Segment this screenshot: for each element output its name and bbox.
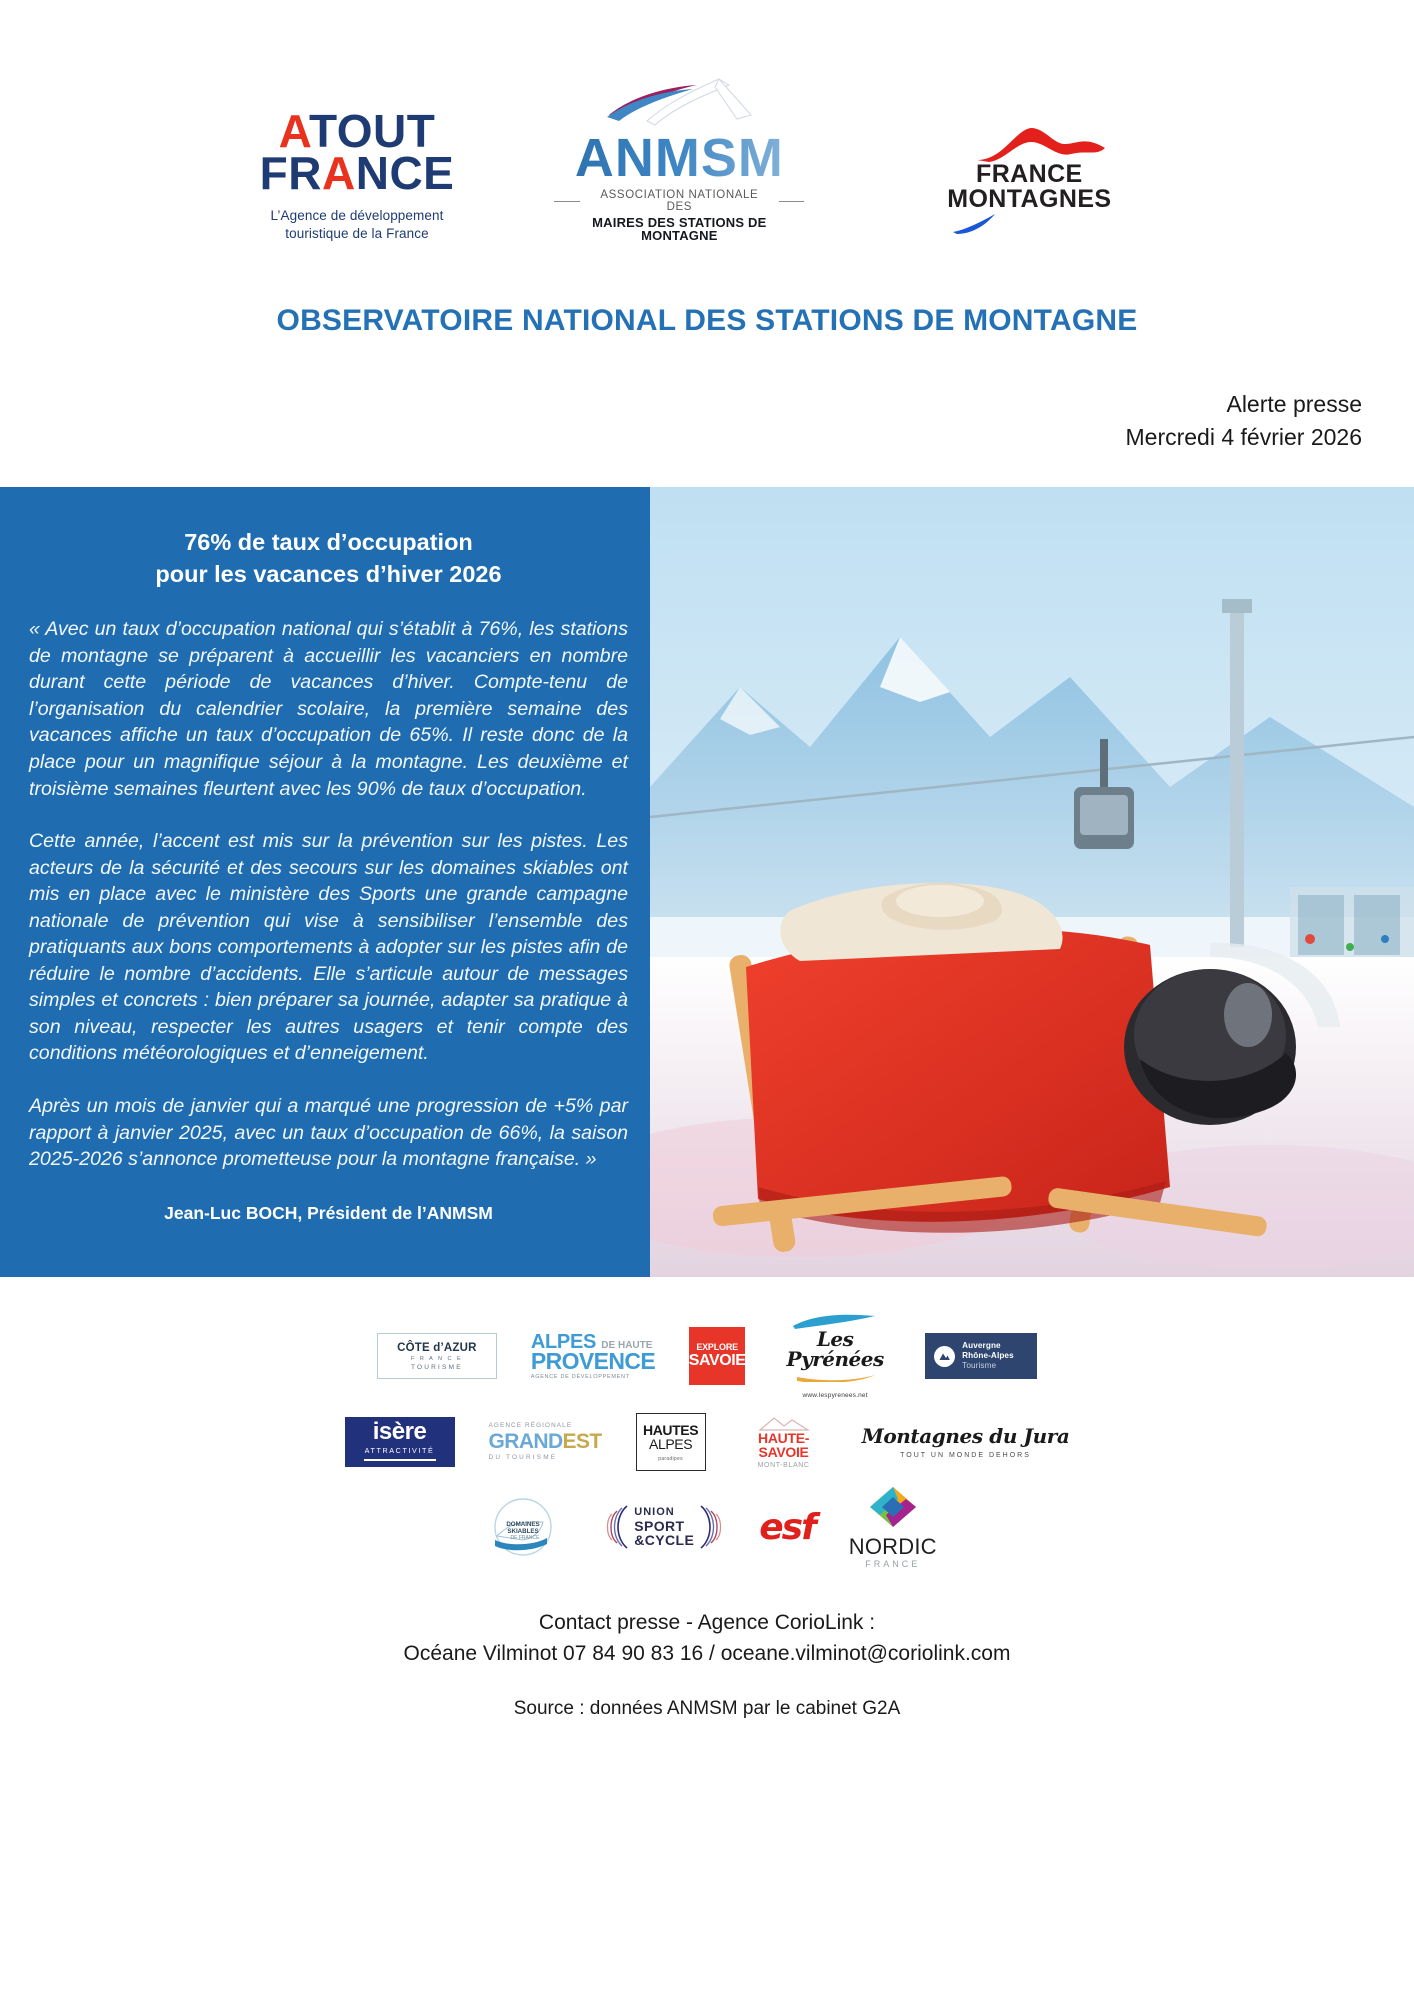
- ara-line2: Rhône-Alpes: [962, 1351, 1014, 1361]
- ara-text: [962, 1341, 1014, 1371]
- grand-est-est: EST: [562, 1430, 602, 1454]
- isere-line1: isère: [372, 1417, 427, 1445]
- partner-logo-grid: [0, 1277, 1414, 1569]
- haute-savoie-line2: SAVOIE: [758, 1444, 809, 1461]
- anmsm-rule-left: [554, 201, 580, 202]
- usc-line1: UNION: [634, 1506, 675, 1519]
- logo-anmsm: [554, 75, 804, 242]
- atout-france-tout: TOUT: [308, 105, 436, 158]
- nordic-line1: NORDIC: [848, 1534, 937, 1560]
- hautes-alpes-line3: paradipes: [658, 1456, 683, 1463]
- quote-band: [0, 487, 1414, 1277]
- cote-azur-line2: F R A N C E: [411, 1355, 463, 1362]
- ara-line1: Auvergne: [962, 1341, 1001, 1351]
- pyrenees-wordmark: Les Pyrénées: [786, 1327, 884, 1372]
- pyrenees-brush-icon: [779, 1313, 891, 1329]
- anmsm-wordmark: ANMSM: [554, 131, 804, 185]
- ahp-line3: AGENCE DE DÉVELOPPEMENT: [530, 1374, 630, 1381]
- quote-headline: [29, 527, 628, 590]
- usc-arcs-left-icon: [603, 1504, 629, 1550]
- france-montagnes-peaks-icon: [904, 122, 1154, 162]
- alert-date: Mercredi 4 février 2026: [1125, 423, 1362, 450]
- jura-line1: Montagnes du Jura: [861, 1423, 1070, 1448]
- logo-montagnes-du-jura: [861, 1423, 1070, 1459]
- atout-france-tagline: [260, 207, 455, 242]
- cote-azur-line1: CÔTE d’AZUR: [397, 1341, 477, 1354]
- usc-line3: &CYCLE: [634, 1531, 695, 1548]
- grand-est-line0: AGENCE RÉGIONALE: [488, 1421, 573, 1429]
- france-montagnes-wordmark: FRANCE MONTAGNES: [947, 160, 1112, 213]
- press-alert-block: [0, 338, 1414, 453]
- ahp-line2: PROVENCE: [530, 1348, 656, 1375]
- logo-les-pyrenees: [779, 1313, 891, 1399]
- quote-headline-line2: pour les vacances d’hiver 2026: [155, 560, 502, 587]
- dsf-line2: SKIABLES: [507, 1528, 539, 1536]
- partner-logo-bar-top: [0, 0, 1414, 242]
- savoie-line2: SAVOIE: [688, 1351, 746, 1369]
- logo-isere: [345, 1417, 455, 1467]
- usc-arcs-right-icon: [699, 1504, 725, 1550]
- logo-esf: [759, 1507, 815, 1548]
- logo-haute-savoie-mont-blanc: [740, 1416, 828, 1469]
- partner-row-3: [0, 1485, 1414, 1569]
- haute-savoie-line3: MONT-BLANC: [757, 1461, 810, 1469]
- pyrenees-url: www.lespyrenees.net: [802, 1392, 868, 1400]
- logo-hautes-alpes: [636, 1413, 706, 1471]
- isere-underline: [364, 1459, 436, 1461]
- quote-panel: [0, 487, 650, 1277]
- logo-nordic-france: [849, 1485, 937, 1569]
- anmsm-rule-right: [779, 201, 805, 202]
- quote-paragraph-3: Après un mois de janvier qui a marqué une progression de +5% par rapport à janvier 2025, avec un taux d’occupation de 66%, la saison 2025-2026 s’annonce prometteuse pour la montagne française. »: [29, 1095, 628, 1171]
- partner-row-1: [0, 1313, 1414, 1399]
- jura-line2: TOUT UN MONDE DEHORS: [900, 1451, 1031, 1459]
- esf-wordmark: esf: [759, 1506, 815, 1548]
- logo-grand-est: [489, 1423, 602, 1462]
- isere-line2: ATTRACTIVITÉ: [364, 1445, 435, 1455]
- quote-signature: Jean-Luc BOCH, Président de l’ANMSM: [164, 1202, 493, 1223]
- usc-text: [634, 1507, 694, 1547]
- france-montagnes-wave-icon: [904, 212, 1154, 234]
- anmsm-subtitle-2: MAIRES DES STATIONS DE MONTAGNE: [592, 215, 767, 243]
- hero-photo: [650, 487, 1414, 1277]
- atout-france-tagline-line1: L’Agence de développement: [270, 208, 444, 224]
- pyrenees-underline-icon: [779, 1369, 891, 1387]
- nordic-line2: FRANCE: [865, 1559, 921, 1570]
- ara-mountain-icon: [934, 1346, 955, 1367]
- anmsm-mountain-icon: [569, 75, 789, 129]
- logo-domaines-skiables: [477, 1496, 569, 1558]
- quote-paragraph-2: Cette année, l’accent est mis sur la prévention sur les pistes. Les acteurs de la sécurité et des secours sur les domaines skiables ont mis en place avec le ministère des Sports une grande campagne nationale de prévention qui vise à sensibiliser l’ensemble des pratiquants aux bons comportements à adopter sur les pistes afin de réduire le nombre d’accidents. Elle s’articule autour de messages simples et concrets : bien préparer sa journée, adapter sa pratique à son niveau, respecter les autres usagers et tenir compte des conditions météorologiques et d’enneigement.: [29, 830, 628, 1065]
- cote-azur-line3: TOURISME: [410, 1363, 463, 1371]
- savoie-line1: EXPLORE: [696, 1342, 738, 1353]
- source-line: Source : données ANMSM par le cabinet G2A: [513, 1698, 901, 1720]
- hautes-alpes-line1: HAUTES: [642, 1421, 699, 1438]
- anmsm-subtitle-1: [554, 190, 804, 213]
- ara-line3: Tourisme: [962, 1361, 997, 1371]
- logo-explore-savoie: [689, 1327, 745, 1385]
- logo-atout-france: [259, 105, 455, 242]
- contact-line-1: Contact presse - Agence CorioLink :: [538, 1611, 876, 1635]
- hautes-alpes-line2: ALPES: [649, 1435, 693, 1452]
- quote-headline-line1: 76% de taux d’occupation: [184, 529, 473, 556]
- grand-est-grand: GRAND: [488, 1430, 563, 1454]
- logo-auvergne-rhone-alpes: [925, 1333, 1037, 1379]
- haute-savoie-mountain-icon: [740, 1416, 828, 1431]
- quote-paragraph-1: « Avec un taux d’occupation national qui s’établit à 76%, les stations de montagne se préparent à accueillir les vacanciers en nombre durant cette période de vacances d’hiver. Compte-tenu de l’organisation du calendrier scolaire, la première semaine des vacances affiche un taux d’occupation de 65%. Il reste donc de la place pour un magnifique séjour à la montagne. Les deuxième et troisième semaines fleurtent avec les 90% de taux d’occupation.: [29, 618, 628, 800]
- atout-france-nce: NCE: [355, 147, 455, 200]
- logo-france-montagnes: [904, 122, 1154, 242]
- anmsm-subtitle-1-text: ASSOCIATION NATIONALE DES: [600, 189, 759, 213]
- alert-label: Alerte presse: [1226, 391, 1362, 417]
- ahp-de-haute: DE HAUTE: [601, 1340, 653, 1352]
- atout-france-wordmark-line2: [259, 147, 455, 200]
- partner-row-2: [0, 1413, 1414, 1471]
- contact-line-2: Océane Vilminot 07 84 90 83 16 / oceane.vilminot@coriolink.com: [403, 1642, 1011, 1666]
- grand-est-line2: DU TOURISME: [488, 1454, 558, 1462]
- page-title: OBSERVATOIRE NATIONAL DES STATIONS DE MONTAGNE: [276, 304, 1138, 337]
- logo-cote-azur: [377, 1333, 497, 1379]
- atout-france-fr: FR: [259, 147, 322, 200]
- dsf-line3: DE FRANCE: [510, 1535, 540, 1542]
- dsf-line1: DOMAINES: [506, 1521, 540, 1529]
- logo-alpes-haute-provence: [531, 1332, 655, 1381]
- ahp-alpes: ALPES: [530, 1331, 597, 1354]
- footer-contact: [0, 1583, 1414, 1723]
- atout-france-tagline-line2: touristique de la France: [285, 225, 429, 241]
- atout-france-a2: A: [321, 147, 356, 200]
- logo-union-sport-cycle: [603, 1504, 725, 1550]
- haute-savoie-line1: HAUTE-: [758, 1430, 810, 1447]
- nordic-diamond-icon: [849, 1485, 937, 1534]
- usc-line2: SPORT: [634, 1517, 685, 1534]
- atout-france-a1: A: [278, 105, 309, 158]
- grand-est-line1: [489, 1431, 602, 1452]
